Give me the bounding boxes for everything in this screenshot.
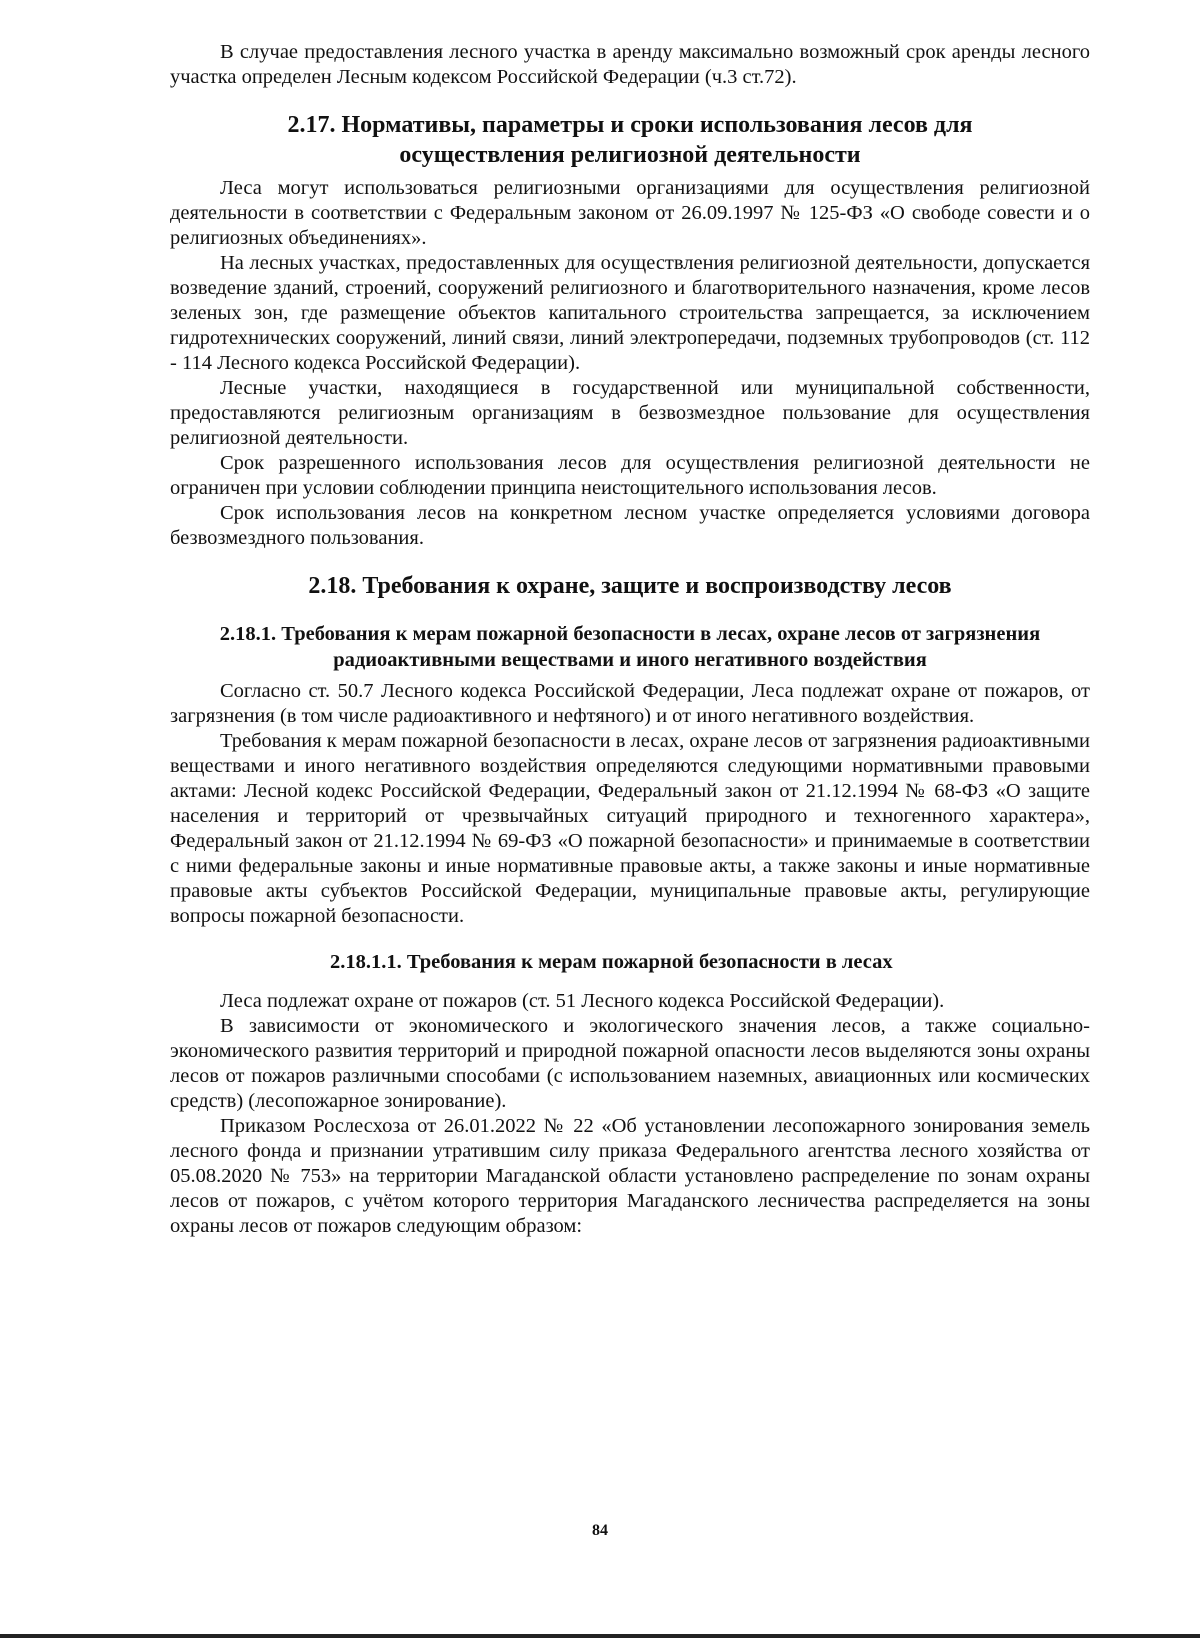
section-2-18-1-1-paragraph: Леса подлежат охране от пожаров (ст. 51 Лесного кодекса Российской Федерации). xyxy=(220,990,945,1012)
section-2-17-paragraph: Лесные участки, находящиеся в государственной или муниципальной собственности, предоставляются религиозным организациям в безвозмездное пользование для осуществления религиозной деятельности. xyxy=(170,377,1090,449)
page-number: 84 xyxy=(592,1522,608,1539)
section-2-17-heading: 2.17. Нормативы, параметры и сроки использования лесов для осуществления религиозной деятельности xyxy=(287,112,973,168)
section-2-17-paragraph: На лесных участках, предоставленных для осуществления религиозной деятельности, допускается возведение зданий, строений, сооружений религиозного и благотворительного назначения, кроме лесов зеленых зон, где размещение объектов капитального строительства запрещается, за исключением гидротехнических сооружений, линий связи, линий электропередачи, подземных трубопроводов (ст. 112 - 114 Лесного кодекса Российской Федерации). xyxy=(170,252,1090,374)
bottom-rule xyxy=(0,1634,1200,1638)
page-content xyxy=(170,40,1090,1239)
section-2-17-paragraph: Леса могут использоваться религиозными организациями для осуществления религиозной деятельности в соответствии с Федеральным законом от 26.09.1997 № 125-ФЗ «О свободе совести и о религиозных объединениях». xyxy=(170,177,1090,249)
section-2-18-1-paragraph: Требования к мерам пожарной безопасности в лесах, охране лесов от загрязнения радиоактивными веществами и иного негативного воздействия определяются следующими нормативными правовыми актами: Лесной кодекс Российской Федерации, Федеральный закон от 21.12.1994 № 68-ФЗ «О защите населения и территорий от чрезвычайных ситуаций природного и техногенного характера», Федеральный закон от 21.12.1994 № 69-ФЗ «О пожарной безопасности» и принимаемые в соответствии с ними федеральные законы и иные нормативные правовые акты, а также законы и иные нормативные правовые акты субъектов Российской Федерации, муниципальные правовые акты, регулирующие вопросы пожарной безопасности. xyxy=(170,730,1090,927)
section-2-17-paragraph: Срок использования лесов на конкретном лесном участке определяется условиями договора безвозмездного пользования. xyxy=(170,502,1090,549)
section-2-17-paragraph: Срок разрешенного использования лесов для осуществления религиозной деятельности не ограничен при условии соблюдении принципа неистощительного использования лесов. xyxy=(170,452,1090,499)
section-2-18-1-1-heading: 2.18.1.1. Требования к мерам пожарной безопасности в лесах xyxy=(330,951,893,973)
section-2-18-1-heading: 2.18.1. Требования к мерам пожарной безопасности в лесах, охране лесов от загрязнения радиоактивными веществами и иного негативного воздействия xyxy=(219,623,1041,671)
section-2-18-heading: 2.18. Требования к охране, защите и воспроизводству лесов xyxy=(308,573,952,599)
section-2-18-1-1-paragraph: В зависимости от экономического и экологического значения лесов, а также социально-экономического развития территорий и природной пожарной опасности лесов выделяются зоны охраны лесов от пожаров различными способами (с использованием наземных, авиационных или космических средств) (лесопожарное зонирование). xyxy=(170,1015,1090,1112)
section-2-18-1-paragraph: Согласно ст. 50.7 Лесного кодекса Российской Федерации, Леса подлежат охране от пожаров, от загрязнения (в том числе радиоактивного и нефтяного) и от иного негативного воздействия. xyxy=(170,680,1090,727)
intro-paragraph: В случае предоставления лесного участка в аренду максимально возможный срок аренды лесного участка определен Лесным кодексом Российской Федерации (ч.3 ст.72). xyxy=(170,41,1090,88)
section-2-18-1-1-paragraph: Приказом Рослесхоза от 26.01.2022 № 22 «Об установлении лесопожарного зонирования земель лесного фонда и признании утратившим силу приказа Федерального агентства лесного хозяйства от 05.08.2020 № 753» на территории Магаданской области установлено распределение по зонам охраны лесов от пожаров, с учётом которого территория Магаданского лесничества распределяется на зоны охраны лесов от пожаров следующим образом: xyxy=(170,1115,1090,1237)
